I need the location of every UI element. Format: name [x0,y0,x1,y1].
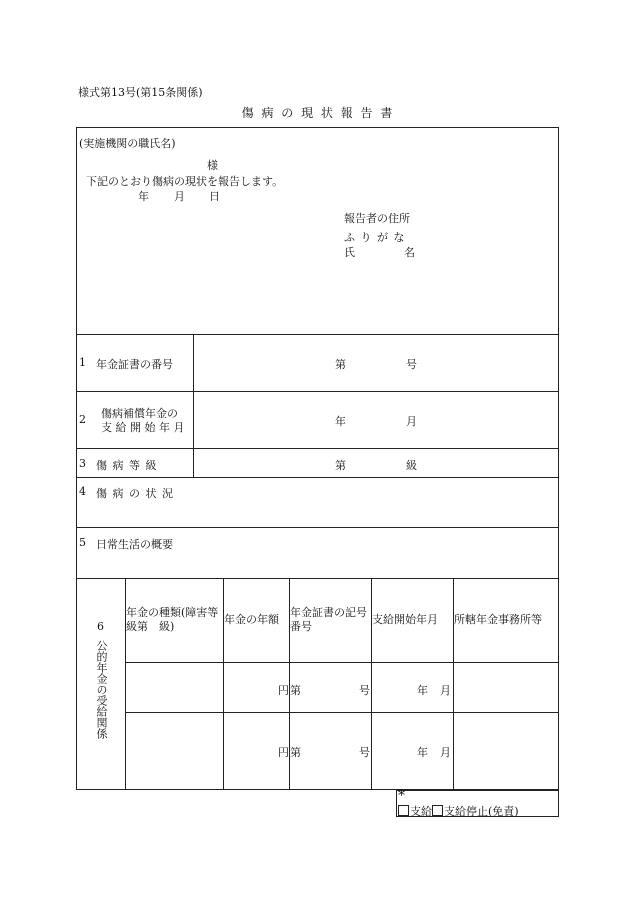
row2-month: 月 [406,415,417,428]
row4-label: 傷 病 の 状 況 [96,487,174,500]
honorific: 様 [207,159,218,172]
divider [76,448,559,449]
option-pay-label: 支給 [410,805,432,818]
date-day: 日 [209,190,220,203]
name-label-1: 氏 [344,246,355,259]
asterisk-mark: * [398,788,405,804]
divider [76,391,559,392]
divider [125,662,559,663]
section6-vertical-label: 公的年金の受給関係 [95,640,108,739]
office-options [398,803,519,819]
divider [223,578,224,790]
entry2-year: 年 [417,746,428,759]
header-office: 所轄年金事務所等 [454,613,542,626]
pay-checkbox[interactable] [398,805,409,816]
stop-checkbox[interactable] [432,805,443,816]
divider [76,477,559,478]
divider [371,578,372,790]
form-title: 傷 病 の 現 状 報 告 書 [241,106,395,120]
reporter-address-label: 報告者の住所 [344,212,410,225]
row3-suffix: 級 [406,459,417,472]
row1-suffix: 号 [406,358,417,371]
section6-number: 6 [97,620,104,633]
row1-number: 1 [79,356,86,369]
furigana-label: ふ り が な [344,231,406,244]
entry2-yen: 円 [278,746,289,759]
divider [193,334,194,477]
row4-number: 4 [79,485,86,498]
date-year: 年 [138,190,149,203]
row2-number: 2 [79,413,86,426]
entry2-no-prefix: 第 [290,746,301,759]
row1-label: 年金証書の番号 [96,358,173,371]
row5-label: 日常生活の概要 [96,538,173,551]
entry1-year: 年 [417,684,428,697]
entry1-yen: 円 [278,684,289,697]
institution-label: (実施機関の職氏名) [79,137,176,150]
row3-prefix: 第 [335,459,346,472]
divider [76,334,559,335]
row2-label-line2: 支 給 開 始 年 月 [101,421,185,434]
name-label-2: 名 [404,246,415,259]
row2-year: 年 [335,415,346,428]
entry1-month: 月 [440,684,451,697]
divider [76,527,559,528]
entry2-month: 月 [440,746,451,759]
header-pension-amount: 年金の年額 [224,613,279,626]
entry1-no-suffix: 号 [359,684,370,697]
header-start-date: 支給開始年月 [372,613,438,626]
row3-label: 傷 病 等 級 [96,459,158,472]
option-stop-label: 支給停止(免責) [444,805,519,818]
divider [76,578,559,579]
statement: 下記のとおり傷病の現状を報告します。 [86,175,284,188]
divider [453,578,454,790]
entry1-no-prefix: 第 [290,684,301,697]
row2-label-line1: 傷病補償年金の [101,407,178,420]
date-month: 月 [174,190,185,203]
header-pension-kind: 年金の種類(障害等級第 級) [126,606,219,633]
row5-number: 5 [79,536,86,549]
divider [125,712,559,713]
form-number: 様式第13号(第15条関係) [78,86,203,99]
header-cert-number: 年金証書の記号番号 [290,606,367,633]
row3-number: 3 [79,457,86,470]
row1-prefix: 第 [335,358,346,371]
entry2-no-suffix: 号 [359,746,370,759]
